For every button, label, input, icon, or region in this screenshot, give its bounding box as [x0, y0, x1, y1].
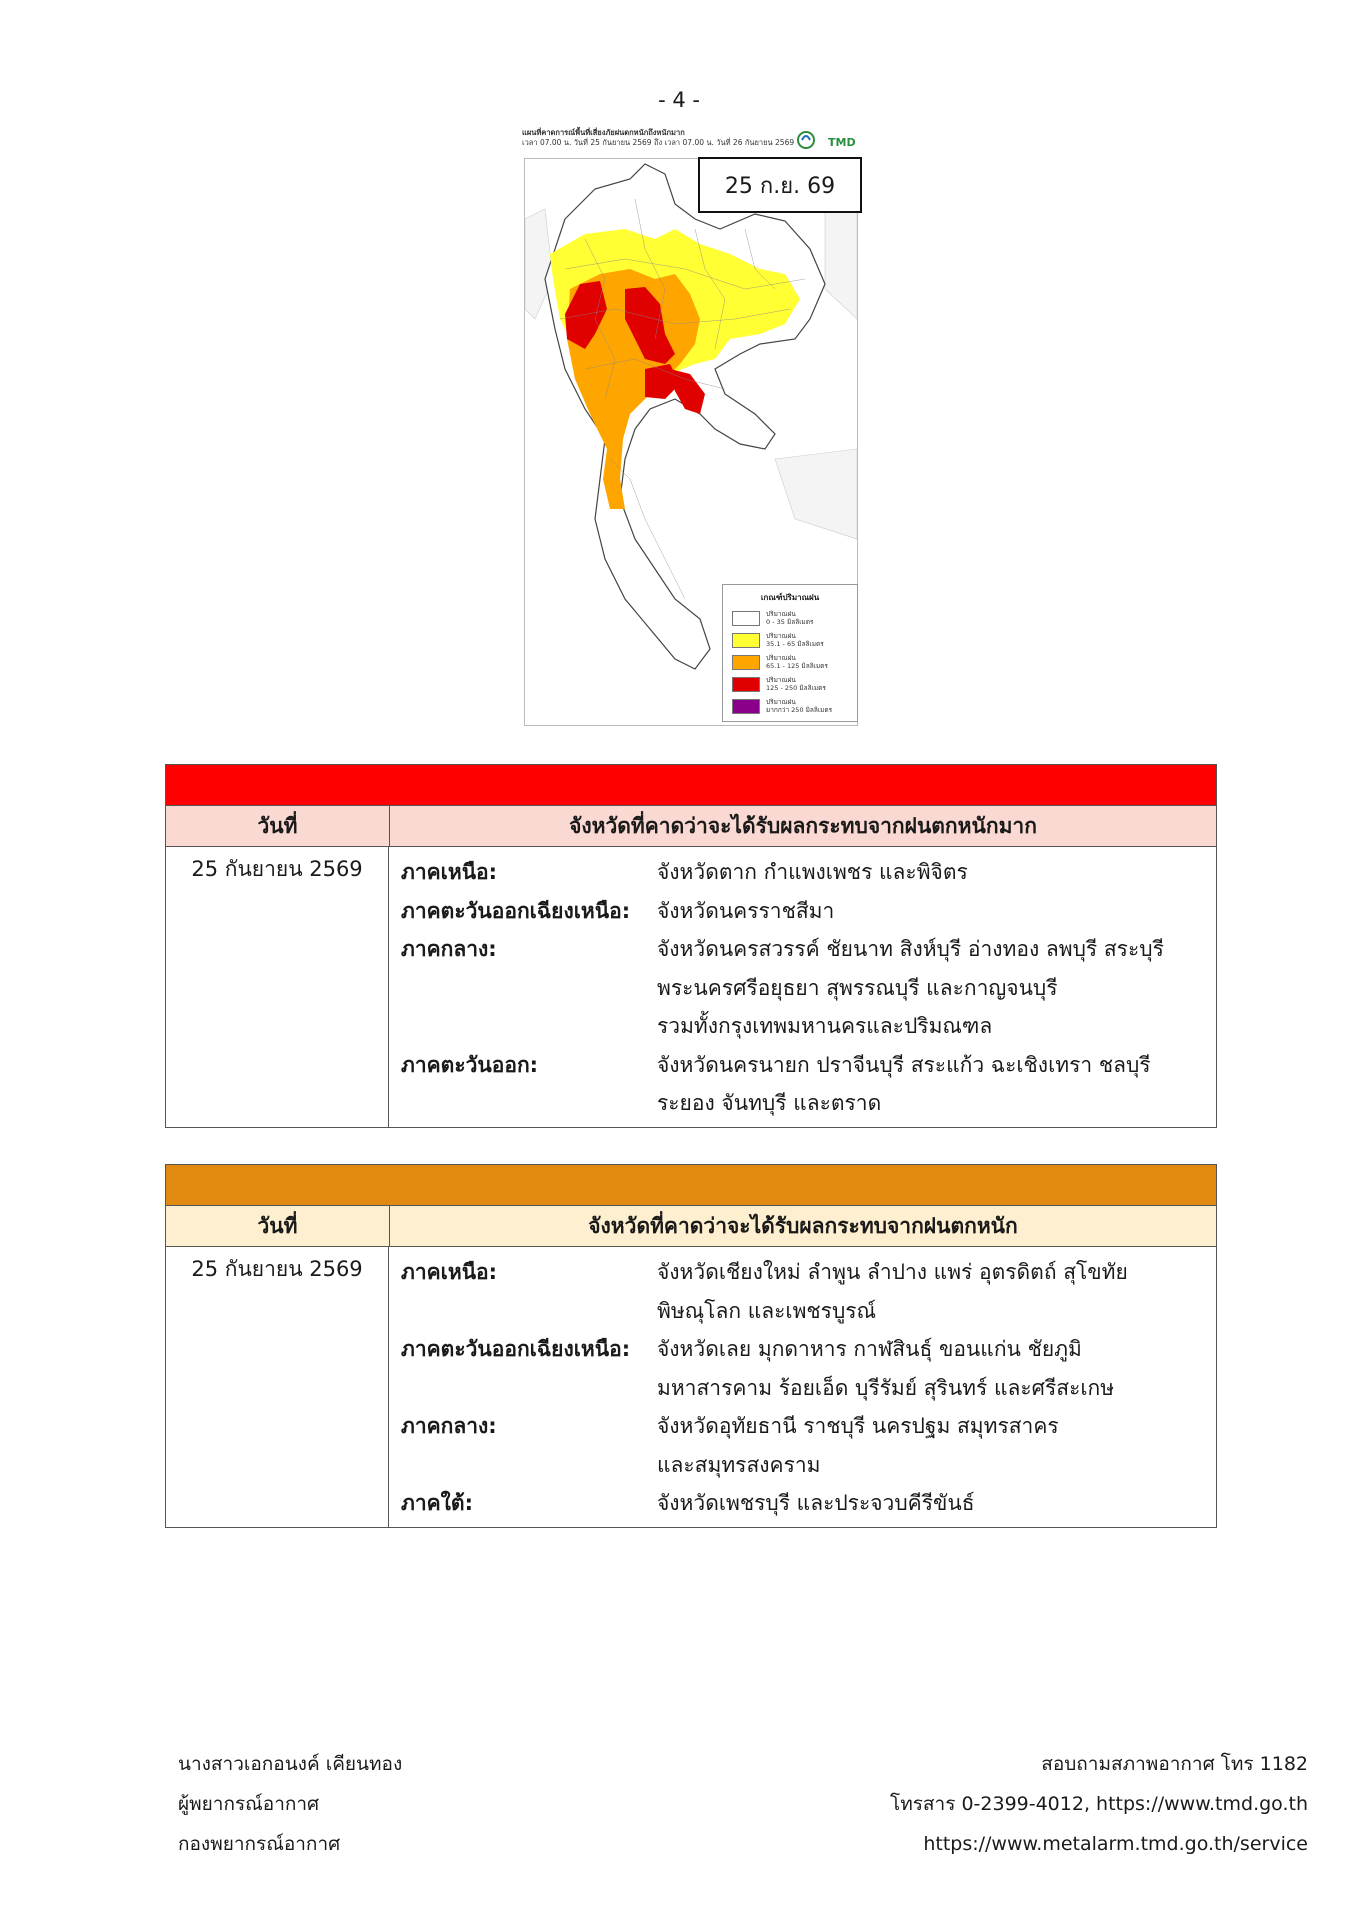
region-provinces [657, 1046, 1216, 1123]
province-column-header: จังหวัดที่คาดว่าจะได้รับผลกระทบจากฝนตกหนัก [588, 1213, 1018, 1238]
province-line: จังหวัดเลย มุกดาหาร กาฬสินธุ์ ขอนแก่น ชัยภูมิ [657, 1337, 1082, 1361]
legend-item [732, 632, 857, 648]
region-row [401, 892, 1216, 931]
page-number: - 4 - [658, 88, 700, 112]
legend-label [766, 654, 828, 670]
region-provinces [657, 853, 1216, 892]
rain-legend [722, 584, 858, 722]
region-name: ภาคเหนือ: [401, 1260, 498, 1284]
region-row [401, 930, 1216, 1046]
region-provinces [657, 892, 1216, 931]
table-color-band [166, 765, 1216, 806]
region-name: ภาคตะวันออกเฉียงเหนือ: [401, 1337, 631, 1361]
province-line: ระยอง จันทบุรี และตราด [657, 1091, 882, 1115]
map-date-label: 25 ก.ย. 69 [698, 157, 862, 213]
contact-fax-website[interactable]: โทรสาร 0-2399-4012, https://www.tmd.go.th [890, 1793, 1308, 1815]
province-line: จังหวัดนครสวรรค์ ชัยนาท สิงห์บุรี อ่างทอง ลพบุรี สระบุรี [657, 937, 1164, 961]
date-column-header: วันที่ [166, 806, 390, 846]
legend-label [766, 676, 826, 692]
region-list [389, 1247, 1216, 1527]
region-row [401, 853, 1216, 892]
legend-label [766, 610, 813, 626]
province-line: และสมุทรสงคราม [657, 1452, 821, 1477]
table-header [166, 806, 1216, 847]
date-column-header: วันที่ [166, 1206, 390, 1246]
province-line: จังหวัดนครราชสีมา [657, 898, 835, 923]
region-row [401, 1253, 1216, 1330]
region-row [401, 1330, 1216, 1407]
legend-swatch [732, 633, 760, 648]
province-line: จังหวัดอุทัยธานี ราชบุรี นครปฐม สมุทรสาคร [657, 1414, 1059, 1438]
contact-block [890, 1744, 1308, 1864]
map-title [522, 128, 822, 148]
legend-swatch [732, 611, 760, 626]
region-row [401, 1407, 1216, 1484]
region-provinces [657, 1253, 1216, 1330]
contact-service-link[interactable]: https://www.metalarm.tmd.go.th/service [923, 1833, 1308, 1855]
region-name: ภาคใต้: [401, 1491, 473, 1515]
forecaster-title: ผู้พยากรณ์อากาศ [178, 1793, 320, 1815]
legend-label [766, 632, 824, 648]
legend-item [732, 610, 857, 626]
very-heavy-rain-table [165, 764, 1217, 1128]
heavy-rain-table [165, 1164, 1217, 1528]
province-line: พระนครศรีอยุธยา สุพรรณบุรี และกาญจนบุรี [657, 975, 1058, 1000]
legend-label [766, 698, 832, 714]
legend-swatch [732, 677, 760, 692]
forecast-date: 25 กันยายน 2569 [166, 1247, 389, 1527]
province-line: จังหวัดตาก กำแพงเพชร และพิจิตร [657, 860, 968, 884]
region-name: ภาคกลาง: [401, 937, 497, 961]
legend-item [732, 676, 857, 692]
legend-label-line2: 65.1 - 125 มิลลิเมตร [766, 662, 828, 670]
legend-label-line1: ปริมาณฝน [766, 610, 796, 618]
region-provinces [657, 1484, 1216, 1523]
province-line: มหาสารคาม ร้อยเอ็ด บุรีรัมย์ สุรินทร์ และศรีสะเกษ [657, 1375, 1115, 1400]
region-name: ภาคตะวันออกเฉียงเหนือ: [401, 898, 631, 923]
region-name: ภาคเหนือ: [401, 860, 498, 884]
province-line: จังหวัดเพชรบุรี และประจวบคีรีขันธ์ [657, 1491, 975, 1515]
legend-item [732, 698, 857, 714]
forecaster-division: กองพยากรณ์อากาศ [178, 1833, 341, 1855]
map-title-line1: แผนที่คาดการณ์พื้นที่เสี่ยงภัยฝนตกหนักถึงหนักมาก [522, 128, 685, 137]
table-header [166, 1206, 1216, 1247]
region-row [401, 1484, 1216, 1523]
legend-label-line1: ปริมาณฝน [766, 676, 796, 684]
legend-label-line2: 0 - 35 มิลลิเมตร [766, 618, 814, 626]
legend-title: เกณฑ์ปริมาณฝน [760, 593, 820, 602]
province-line: จังหวัดเชียงใหม่ ลำพูน ลำปาง แพร่ อุตรดิตถ์ สุโขทัย [657, 1260, 1128, 1284]
map-title-line2: เวลา 07.00 น. วันที่ 25 กันยายน 2569 ถึง เวลา 07.00 น. วันที่ 26 กันยายน 2569 [522, 138, 795, 147]
forecaster-signature-block [178, 1744, 402, 1864]
region-list [389, 847, 1216, 1127]
legend-label-line1: ปริมาณฝน [766, 654, 796, 662]
table-row [166, 847, 1216, 1127]
legend-item [732, 654, 857, 670]
forecast-date: 25 กันยายน 2569 [166, 847, 389, 1127]
agency-logos [792, 128, 862, 154]
legend-label-line2: 35.1 - 65 มิลลิเมตร [766, 640, 824, 648]
province-line: รวมทั้งกรุงเทพมหานครและปริมณฑล [657, 1014, 993, 1038]
contact-phone: สอบถามสภาพอากาศ โทร 1182 [1041, 1753, 1308, 1775]
legend-swatch [732, 699, 760, 714]
legend-label-line1: ปริมาณฝน [766, 632, 796, 640]
ministry-logo-icon [798, 132, 814, 148]
table-color-band [166, 1165, 1216, 1206]
region-provinces [657, 1330, 1216, 1407]
table-row [166, 1247, 1216, 1527]
legend-swatch [732, 655, 760, 670]
province-line: พิษณุโลก และเพชรบูรณ์ [657, 1298, 877, 1323]
region-name: ภาคตะวันออก: [401, 1052, 539, 1077]
province-column-header: จังหวัดที่คาดว่าจะได้รับผลกระทบจากฝนตกหนักมาก [569, 813, 1037, 838]
forecaster-name: นางสาวเอกอนงค์ เคียนทอง [178, 1753, 403, 1775]
region-provinces [657, 1407, 1216, 1484]
tmd-logo-text: TMD [828, 136, 856, 149]
legend-label-line2: มากกว่า 250 มิลลิเมตร [766, 706, 833, 714]
region-provinces [657, 930, 1216, 1046]
legend-label-line2: 125 - 250 มิลลิเมตร [766, 684, 826, 692]
province-line: จังหวัดนครนายก ปราจีนบุรี สระแก้ว ฉะเชิงเทรา ชลบุรี [657, 1052, 1151, 1077]
region-name: ภาคกลาง: [401, 1414, 497, 1438]
region-row [401, 1046, 1216, 1123]
legend-label-line1: ปริมาณฝน [766, 698, 796, 706]
